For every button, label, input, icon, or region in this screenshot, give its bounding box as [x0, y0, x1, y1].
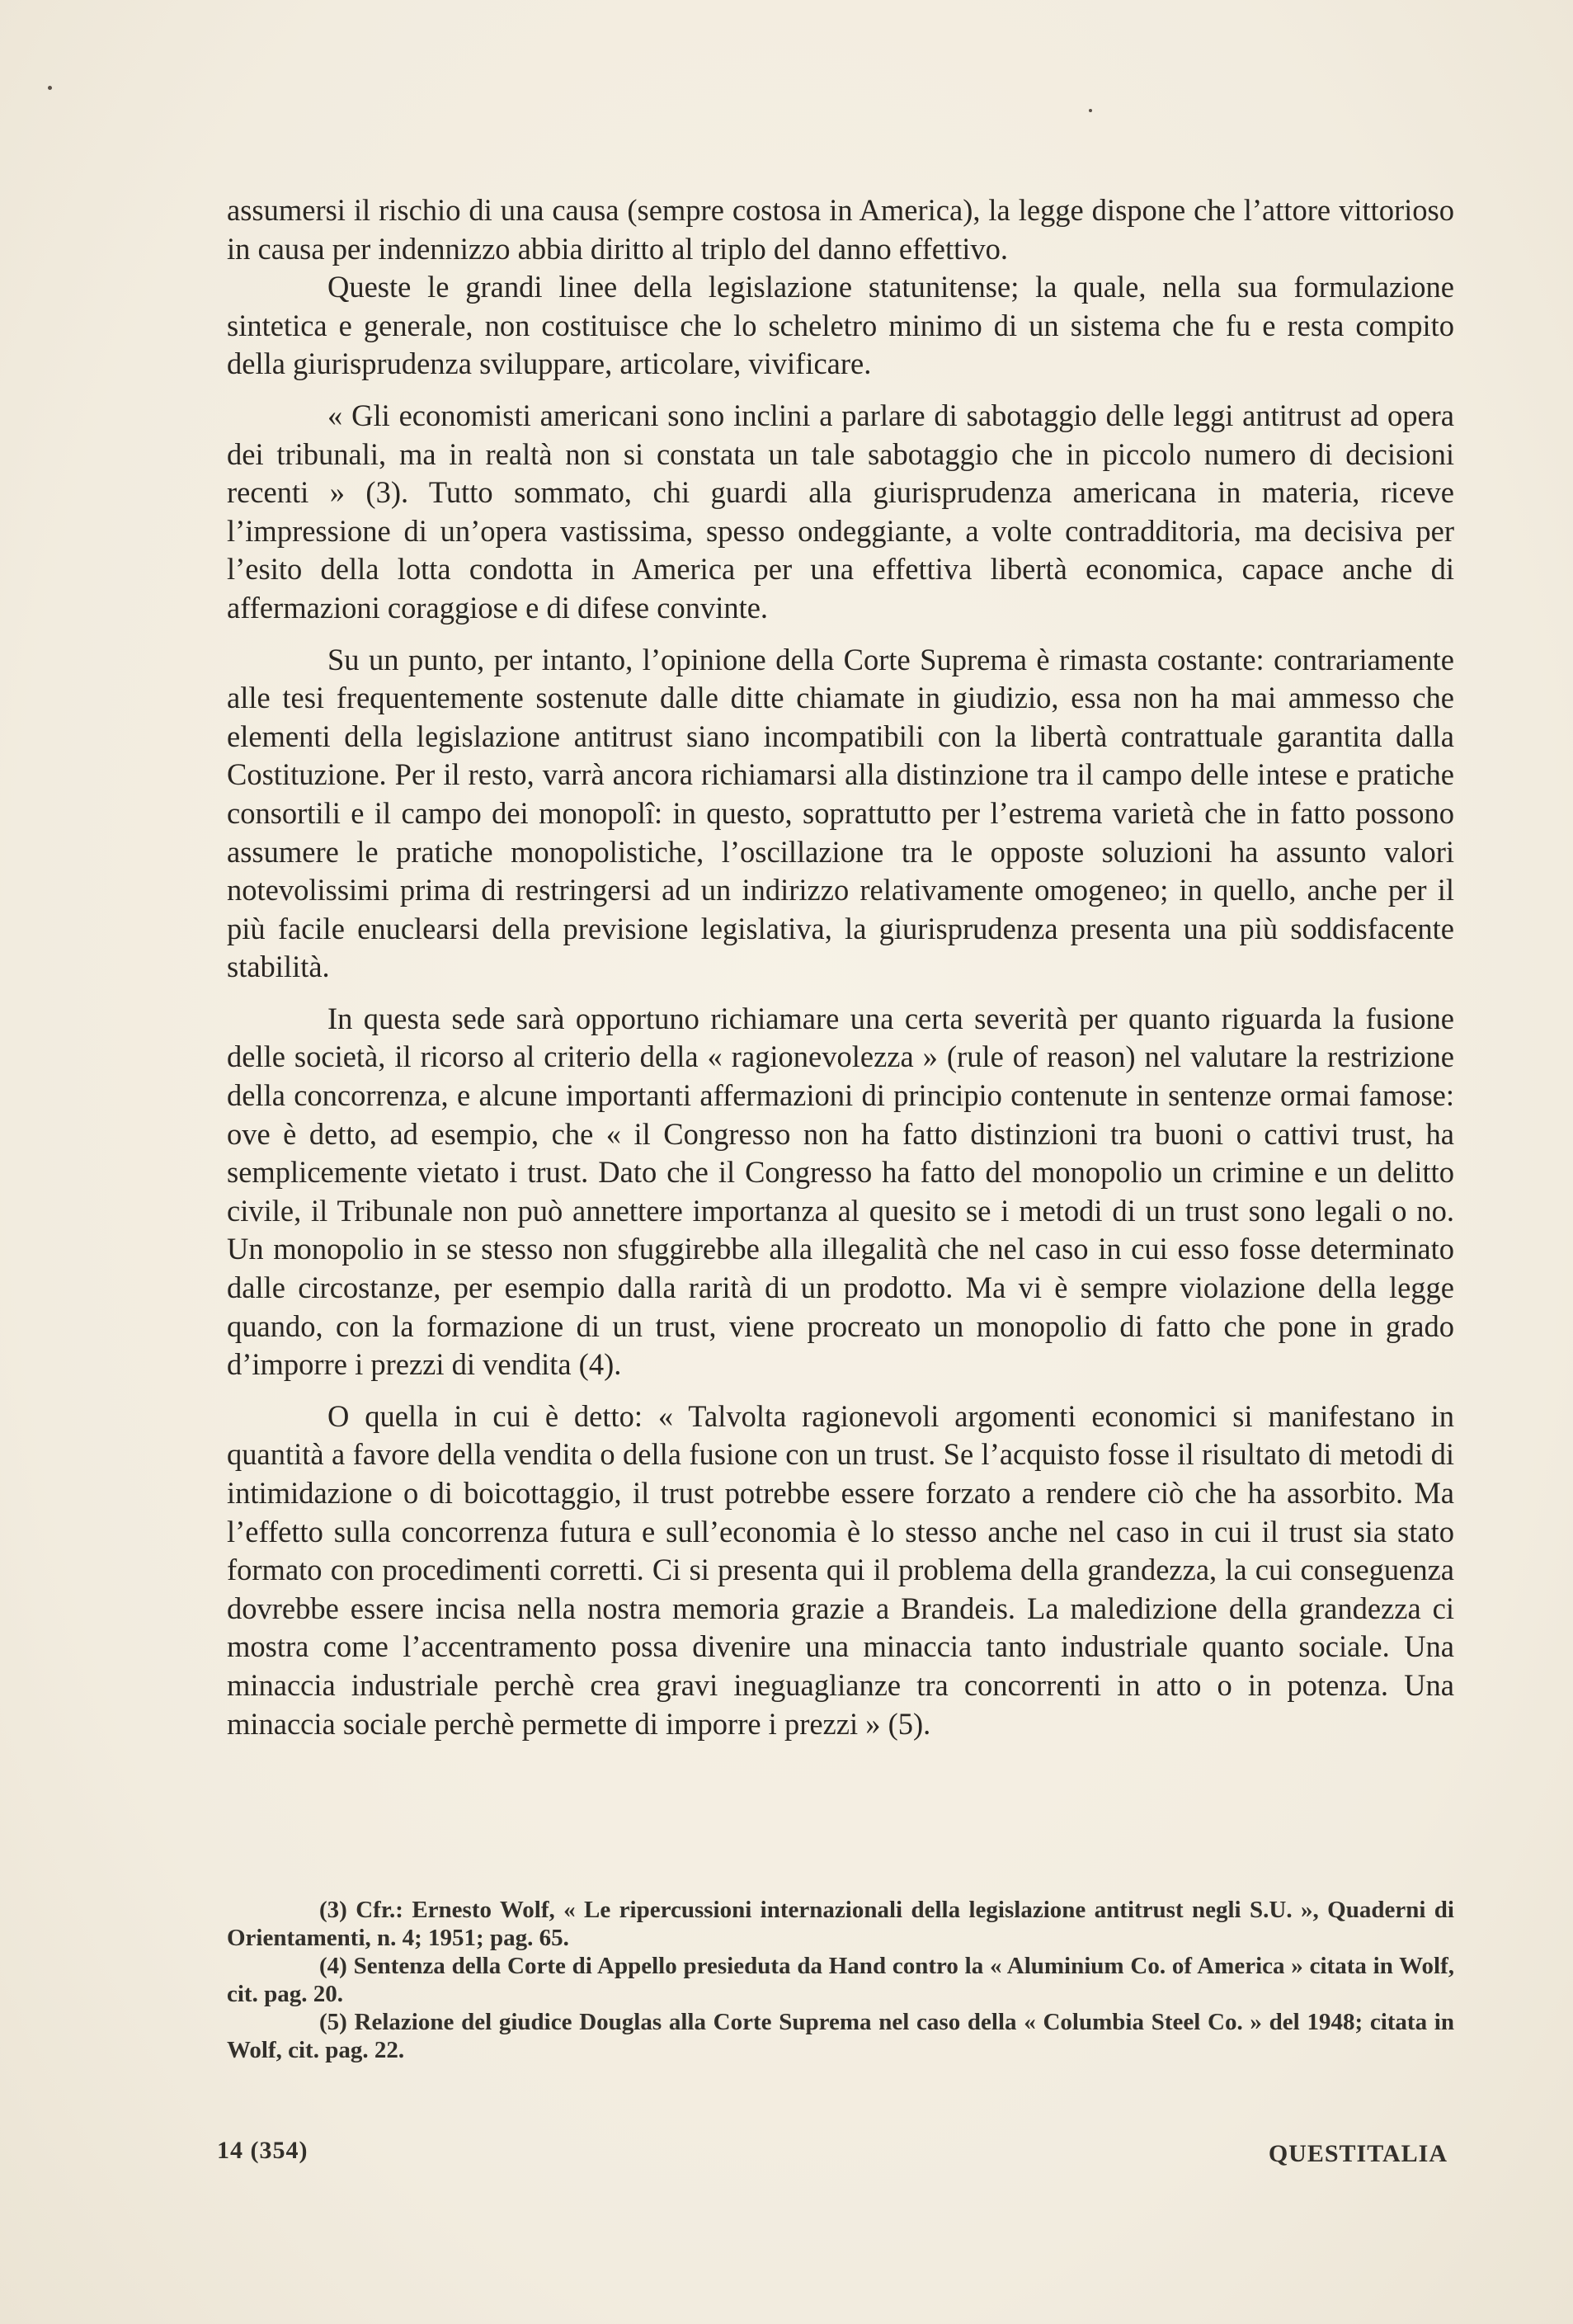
paragraph: Queste le grandi linee della legislazione statunitense; la quale, nella sua formulazione sintetica e generale, non costituisce che lo scheletro minimo di un sistema che fu e resta compito della giurisprudenza sviluppare, articolare, vivificare. [227, 270, 1454, 381]
footnote: (4) Sentenza della Corte di Appello presieduta da Hand contro la « Aluminium Co. of America » citata in Wolf, cit. pag. 20. [227, 1953, 1454, 2007]
paragraph: « Gli economisti americani sono inclini a parlare di sabotaggio delle leggi antitrust ad opera dei tribunali, ma in realtà non si constata un tale sabotaggio che in piccolo numero di decisioni recenti » (3). Tutto sommato, chi guardi alla giurisprudenza americana in materia, riceve l’impressione di un’opera vastissima, spesso ondeggiante, a volte contradditoria, ma decisiva per l’esito della lotta condotta in America per una effettiva libertà economica, capace anche di affermazioni coraggiose e di difese convinte. [227, 398, 1454, 625]
paragraph: In questa sede sarà opportuno richiamare una certa severità per quanto riguarda la fusione delle società, il ricorso al criterio della « ragionevolezza » (rule of reason) nel valutare la restrizione della concorrenza, e alcune importanti affermazioni di principio contenute in sentenze ormai famose: ove è detto, ad esempio, che « il Congresso non ha fatto distinzioni tra buoni o cattivi trust, ha semplicemente vietato i trust. Dato che il Congresso ha fatto del monopolio un crimine e un delitto civile, il Tribunale non può annettere importanza al quesito se i metodi di un trust sono legali o no. Un monopolio in se stesso non sfuggirebbe alla illegalità che nel caso in cui esso fosse determinato dalle circostanze, per esempio dalla rarità di un prodotto. Ma vi è sempre violazione della legge quando, con la formazione di un trust, viene procreato un monopolio di fatto che pone in grado d’imporre i prezzi di vendita (4). [227, 1001, 1454, 1382]
paragraph: assumersi il rischio di una causa (sempre costosa in America), la legge dispone che l’attore vittorioso in causa per indennizzo abbia diritto al triplo del danno effettivo. [227, 193, 1454, 266]
footnote: (3) Cfr.: Ernesto Wolf, « Le ripercussioni internazionali della legislazione antitrust negli S.U. », Quaderni di Orientamenti, n. 4; 1951; pag. 65. [227, 1897, 1454, 1951]
page-number: 14 (354) [217, 2137, 308, 2164]
footnote: (5) Relazione del giudice Douglas alla Corte Suprema nel caso della « Columbia Steel Co. » del 1948; citata in Wolf, cit. pag. 22. [227, 2009, 1454, 2063]
paragraph: O quella in cui è detto: « Talvolta ragionevoli argomenti economici si manifestano in quantità a favore della vendita o della fusione con un trust. Se l’acquisto fosse il risultato di metodi di intimidazione o di boicottaggio, il trust potrebbe essere forzato a rendere ciò che ha assorbito. Ma l’effetto sulla concorrenza futura e sull’economia è lo stesso anche nel caso in cui il trust sia stato formato con procedimenti corretti. Ci si presenta qui il problema della grandezza, la cui conseguenza dovrebbe essere incisa nella nostra memoria grazie a Brandeis. La maledizione della grandezza ci mostra come l’accentramento possa divenire una minaccia tanto industriale quanto sociale. Una minaccia industriale perchè crea gravi ineguaglianze tra concorrenti in atto o in potenza. Una minaccia sociale perchè permette di imporre i prezzi » (5). [227, 1398, 1454, 1741]
paper-speck [48, 86, 52, 90]
journal-name: QUESTITALIA [1268, 2140, 1448, 2167]
paragraph: Su un punto, per intanto, l’opinione della Corte Suprema è rimasta costante: contrariamente alle tesi frequentemente sostenute dalle ditte chiamate in giudizio, essa non ha mai ammesso che elementi della legislazione antitrust siano incompatibili con la libertà contrattuale garantita dalla Costituzione. Per il resto, varrà ancora richiamarsi alla distinzione tra il campo delle intese e pratiche consortili e il campo dei monopolî: in questo, soprattutto per l’estrema varietà che in fatto possono assumere le pratiche monopolistiche, l’oscillazione tra le opposte soluzioni ha assunto valori notevolissimi prima di restringersi ad un indirizzo relativamente omogeneo; in quello, anche per il più facile enuclearsi della previsione legislativa, la giurisprudenza presenta una più soddisfacente stabilità. [227, 642, 1454, 984]
footnotes [227, 1896, 1454, 2064]
body-text [227, 191, 1454, 1743]
paper-speck [1089, 109, 1092, 112]
